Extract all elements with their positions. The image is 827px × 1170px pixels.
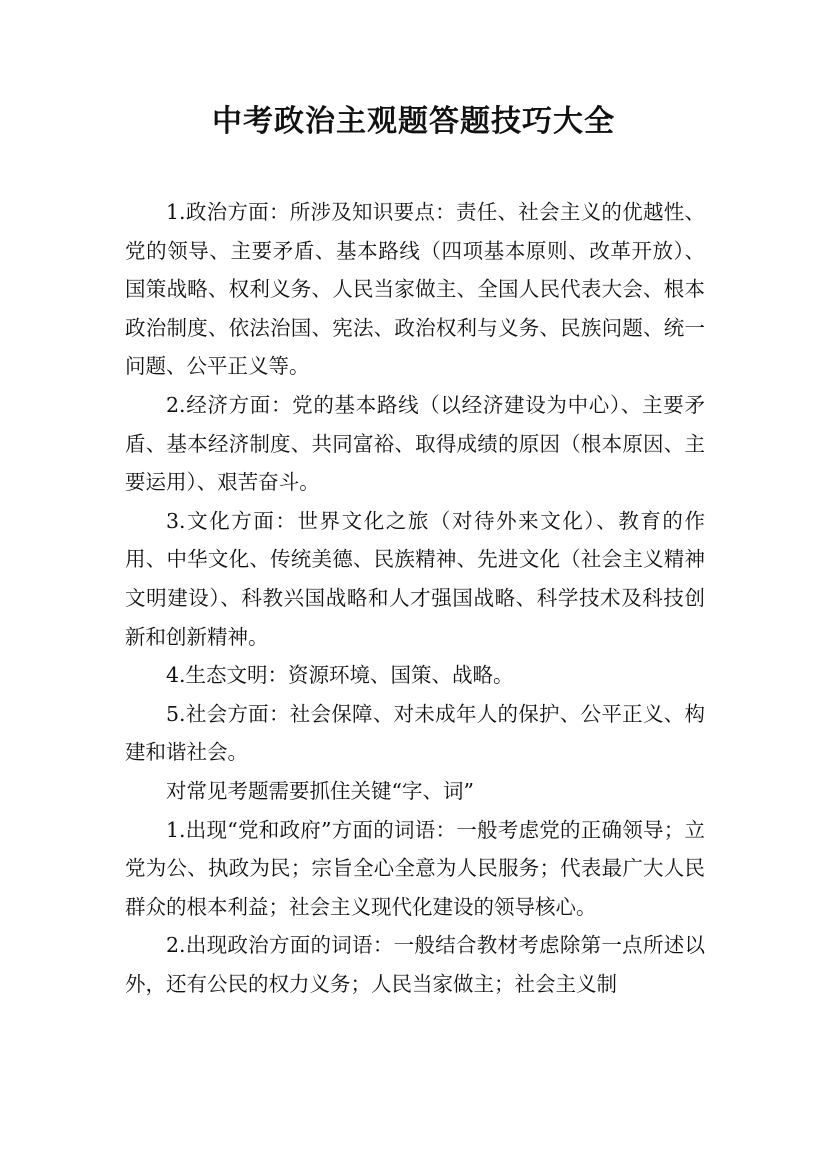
- paragraph-keywords-heading: 对常见考题需要抓住关键“字、词”: [166, 778, 474, 803]
- paragraph-ecology: 4.生态文明：资源环境、国策、战略。: [166, 663, 514, 688]
- paragraph-economy: 2.经济方面：党的基本路线（以经济建设为中心）、主要矛盾、基本经济制度、共同富裕、取得成绩的原因（根本原因、主要运用）、艰苦奋斗。: [125, 392, 705, 495]
- paragraph-culture: 3.文化方面：世界文化之旅（对待外来文化）、教育的作用、中华文化、传统美德、民族精神、先进文化（社会主义精神文明建设）、科教兴国战略和人才强国战略、科学技术及科技创新和创新精神。: [125, 508, 705, 649]
- document-body: [125, 193, 705, 1003]
- paragraph-political-terms: 2.出现政治方面的词语：一般结合教材考虑除第一点所述以外，还有公民的权力义务；人民当家做主；社会主义制: [125, 933, 705, 996]
- paragraph-politics: 1.政治方面：所涉及知识要点：责任、社会主义的优越性、党的领导、主要矛盾、基本路线（四项基本原则、改革开放）、国策战略、权利义务、人民当家做主、全国人民代表大会、根本政治制度、依法治国、宪法、政治权利与义务、民族问题、统一问题、公平正义等。: [125, 200, 705, 379]
- paragraph-party-government: 1.出现“党和政府”方面的词语：一般考虑党的正确领导；立党为公、执政为民；宗旨全心全意为人民服务；代表最广大人民群众的根本利益；社会主义现代化建设的领导核心。: [125, 817, 705, 919]
- document-title: 中考政治主观题答题技巧大全: [212, 104, 615, 139]
- paragraph-society: 5.社会方面：社会保障、对未成年人的保护、公平正义、构建和谐社会。: [125, 701, 705, 765]
